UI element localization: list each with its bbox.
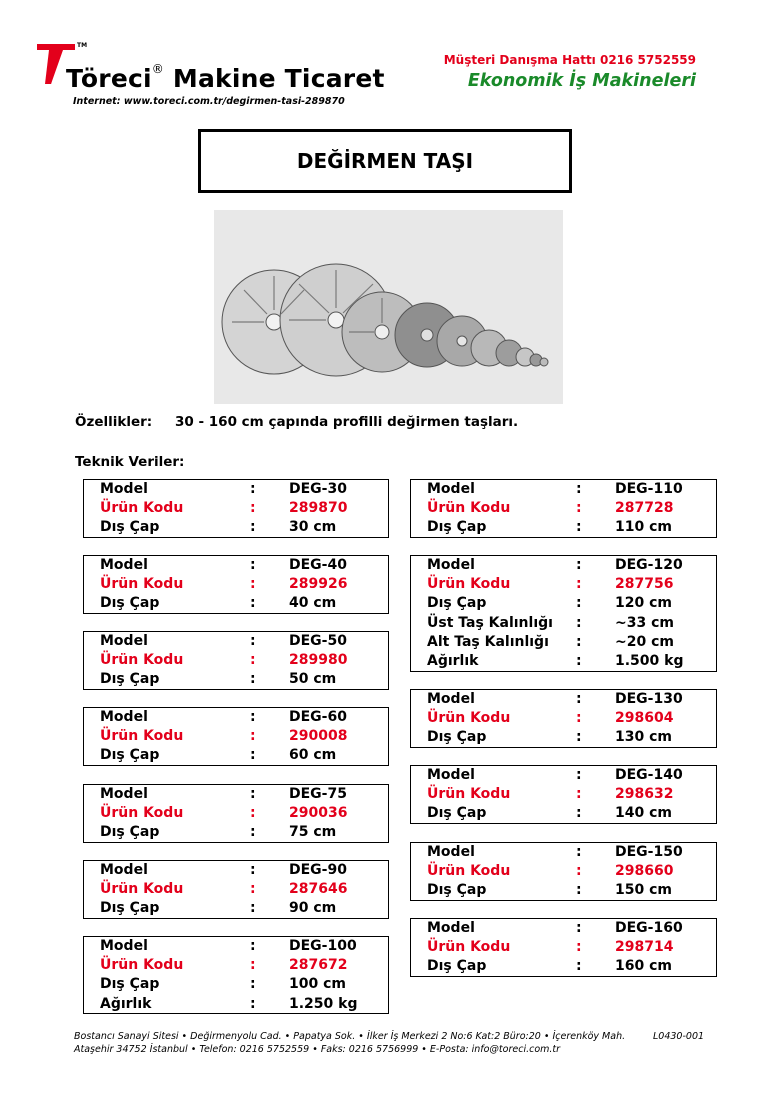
separator-colon: : (576, 844, 582, 860)
spec-label: Alt Taş Kalınlığı (427, 633, 549, 650)
spec-label: Ürün Kodu (100, 881, 184, 898)
spec-row (92, 727, 388, 746)
spec-row (92, 995, 388, 1014)
spec-box-deg-130 (410, 689, 717, 748)
spec-row (92, 594, 388, 613)
separator-colon: : (250, 709, 256, 725)
spec-value: DEG-120 (615, 557, 683, 573)
spec-label: Model (100, 557, 148, 573)
spec-value: 298714 (615, 939, 674, 956)
separator-colon: : (250, 728, 256, 745)
separator-colon: : (250, 557, 256, 573)
separator-colon: : (576, 633, 582, 650)
spec-row (419, 614, 716, 633)
spec-row (92, 518, 388, 537)
slogan: Ekonomik İş Makineleri (467, 71, 696, 91)
spec-label: Model (427, 767, 475, 783)
spec-row (92, 632, 388, 651)
spec-value: 298604 (615, 710, 674, 727)
spec-box-deg-160 (410, 918, 717, 977)
spec-label: Ürün Kodu (100, 957, 184, 974)
spec-value: DEG-30 (289, 481, 347, 497)
spec-value: 60 cm (289, 747, 337, 764)
spec-value: 287728 (615, 500, 674, 517)
separator-colon: : (576, 920, 582, 936)
spec-label: Dış Çap (427, 958, 487, 975)
spec-row (419, 594, 716, 613)
spec-label: Ürün Kodu (427, 500, 511, 517)
spec-box-deg-30 (83, 479, 389, 538)
spec-value: 289980 (289, 652, 348, 669)
spec-value: 287672 (289, 957, 348, 974)
spec-row (92, 804, 388, 823)
separator-colon: : (576, 614, 582, 631)
spec-label: Dış Çap (100, 595, 160, 612)
spec-row (419, 690, 716, 709)
spec-value: 160 cm (615, 958, 672, 975)
spec-label: Dış Çap (100, 747, 160, 764)
spec-value: 130 cm (615, 729, 672, 746)
spec-value: 110 cm (615, 519, 672, 536)
spec-value: 75 cm (289, 824, 337, 841)
spec-label: Dış Çap (427, 595, 487, 612)
spec-row (92, 823, 388, 842)
trademark-mark: TM (77, 42, 88, 49)
spec-row (419, 938, 716, 957)
spec-box-deg-40 (83, 555, 389, 614)
features (75, 414, 519, 430)
spec-row (92, 937, 388, 956)
spec-row (419, 785, 716, 804)
spec-row (92, 899, 388, 918)
separator-colon: : (576, 882, 582, 899)
separator-colon: : (250, 633, 256, 649)
separator-colon: : (576, 595, 582, 612)
spec-row (419, 709, 716, 728)
spec-row (92, 480, 388, 499)
spec-value: DEG-90 (289, 862, 347, 878)
spec-value: 100 cm (289, 976, 346, 993)
spec-label: Ağırlık (427, 652, 479, 669)
spec-label: Model (100, 862, 148, 878)
spec-row (419, 804, 716, 823)
spec-label: Ürün Kodu (427, 863, 511, 880)
separator-colon: : (250, 481, 256, 497)
spec-label: Model (427, 844, 475, 860)
spec-label: Ürün Kodu (100, 576, 184, 593)
spec-label: Model (100, 938, 148, 954)
spec-value: 287756 (615, 576, 674, 593)
spec-value: DEG-140 (615, 767, 683, 783)
spec-label: Dış Çap (100, 671, 160, 688)
spec-label: Ağırlık (100, 995, 152, 1012)
spec-row (92, 785, 388, 804)
millstones-photo (214, 210, 563, 404)
spec-value: ~20 cm (615, 633, 674, 650)
separator-colon: : (576, 557, 582, 573)
spec-row (92, 975, 388, 994)
separator-colon: : (250, 786, 256, 802)
spec-row (419, 518, 716, 537)
separator-colon: : (576, 576, 582, 593)
spec-row (419, 652, 716, 671)
spec-label: Model (100, 481, 148, 497)
spec-value: DEG-60 (289, 709, 347, 725)
separator-colon: : (576, 500, 582, 517)
separator-colon: : (250, 995, 256, 1012)
spec-box-deg-100 (83, 936, 389, 1014)
spec-row (419, 843, 716, 862)
spec-label: Model (100, 786, 148, 802)
spec-row (419, 728, 716, 747)
spec-row (92, 575, 388, 594)
spec-value: 30 cm (289, 519, 337, 536)
spec-label: Ürün Kodu (427, 576, 511, 593)
spec-label: Ürün Kodu (100, 728, 184, 745)
separator-colon: : (576, 939, 582, 956)
spec-label: Dış Çap (427, 882, 487, 899)
spec-label: Model (427, 691, 475, 707)
spec-value: DEG-130 (615, 691, 683, 707)
spec-label: Ürün Kodu (100, 652, 184, 669)
spec-box-deg-50 (83, 631, 389, 690)
spec-label: Ürün Kodu (427, 786, 511, 803)
separator-colon: : (250, 805, 256, 822)
separator-colon: : (250, 862, 256, 878)
spec-label: Ürün Kodu (427, 939, 511, 956)
footer-address-line-2: Ataşehir 34752 İstanbul • Telefon: 0216 5752559 • Faks: 0216 5756999 • E-Posta: info@toreci.com.tr (74, 1044, 561, 1055)
spec-label: Model (427, 481, 475, 497)
spec-label: Dış Çap (427, 729, 487, 746)
spec-label: Model (100, 633, 148, 649)
spec-value: DEG-75 (289, 786, 347, 802)
separator-colon: : (576, 863, 582, 880)
separator-colon: : (576, 481, 582, 497)
spec-label: Ürün Kodu (100, 805, 184, 822)
spec-label: Dış Çap (427, 519, 487, 536)
separator-colon: : (250, 824, 256, 841)
spec-value: 40 cm (289, 595, 337, 612)
spec-box-deg-90 (83, 860, 389, 919)
spec-value: 140 cm (615, 805, 672, 822)
spec-value: DEG-100 (289, 938, 357, 954)
spec-value: 290008 (289, 728, 348, 745)
spec-value: 1.250 kg (289, 995, 358, 1012)
separator-colon: : (250, 938, 256, 954)
spec-row (419, 556, 716, 575)
spec-row (419, 633, 716, 652)
website-url: Internet: www.toreci.com.tr/degirmen-tasi-289870 (73, 96, 345, 107)
spec-value: DEG-50 (289, 633, 347, 649)
spec-value: DEG-160 (615, 920, 683, 936)
spec-row (419, 862, 716, 881)
spec-label: Dış Çap (100, 900, 160, 917)
technical-data-label: Teknik Veriler: (75, 454, 185, 470)
separator-colon: : (250, 900, 256, 917)
spec-row (419, 499, 716, 518)
separator-colon: : (250, 652, 256, 669)
separator-colon: : (576, 710, 582, 727)
spec-label: Ürün Kodu (427, 710, 511, 727)
document-code: L0430-001 (653, 1031, 705, 1042)
spec-label: Model (427, 920, 475, 936)
spec-row (92, 956, 388, 975)
spec-value: 90 cm (289, 900, 337, 917)
separator-colon: : (250, 500, 256, 517)
footer-address-line-1: Bostancı Sanayi Sitesi • Değirmenyolu Cad. • Papatya Sok. • İlker İş Merkezi 2 No:6 Kat:2 Büro:20 • İçerenköy Mah. (74, 1031, 626, 1042)
separator-colon: : (250, 881, 256, 898)
spec-value: 298660 (615, 863, 674, 880)
spec-row (419, 766, 716, 785)
spec-row (92, 651, 388, 670)
separator-colon: : (250, 519, 256, 536)
separator-colon: : (576, 729, 582, 746)
separator-colon: : (576, 519, 582, 536)
spec-box-deg-75 (83, 784, 389, 843)
spec-label: Model (427, 557, 475, 573)
separator-colon: : (250, 671, 256, 688)
spec-row (92, 556, 388, 575)
spec-box-deg-60 (83, 707, 389, 766)
spec-label: Dış Çap (427, 805, 487, 822)
spec-value: 290036 (289, 805, 348, 822)
spec-row (92, 746, 388, 765)
separator-colon: : (250, 957, 256, 974)
separator-colon: : (576, 691, 582, 707)
spec-row (92, 880, 388, 899)
spec-row (419, 480, 716, 499)
spec-value: ~33 cm (615, 614, 674, 631)
spec-box-deg-150 (410, 842, 717, 901)
spec-row (419, 575, 716, 594)
spec-box-deg-140 (410, 765, 717, 824)
spec-label: Dış Çap (100, 519, 160, 536)
separator-colon: : (576, 786, 582, 803)
separator-colon: : (576, 805, 582, 822)
spec-label: Dış Çap (100, 976, 160, 993)
separator-colon: : (250, 747, 256, 764)
spec-box-deg-120 (410, 555, 717, 672)
separator-colon: : (576, 958, 582, 975)
spec-value: 120 cm (615, 595, 672, 612)
separator-colon: : (576, 652, 582, 669)
spec-row (419, 919, 716, 938)
separator-colon: : (250, 576, 256, 593)
spec-label: Model (100, 709, 148, 725)
spec-label: Üst Taş Kalınlığı (427, 614, 553, 631)
spec-value: 298632 (615, 786, 674, 803)
spec-box-deg-110 (410, 479, 717, 538)
spec-value: 1.500 kg (615, 652, 684, 669)
spec-label: Dış Çap (100, 824, 160, 841)
spec-row (419, 957, 716, 976)
spec-value: 289926 (289, 576, 348, 593)
spec-row (92, 499, 388, 518)
spec-value: 150 cm (615, 882, 672, 899)
spec-value: 289870 (289, 500, 348, 517)
separator-colon: : (250, 595, 256, 612)
customer-hotline: Müşteri Danışma Hattı 0216 5752559 (443, 53, 696, 67)
page-title: DEĞİRMEN TAŞI (198, 129, 572, 193)
spec-row (419, 881, 716, 900)
spec-value: 50 cm (289, 671, 337, 688)
spec-value: DEG-150 (615, 844, 683, 860)
spec-label: Ürün Kodu (100, 500, 184, 517)
spec-value: DEG-40 (289, 557, 347, 573)
features-label: Özellikler: (75, 414, 153, 430)
separator-colon: : (576, 767, 582, 783)
brand-name: Töreci® Makine Ticaret (66, 62, 385, 93)
separator-colon: : (250, 976, 256, 993)
spec-value: DEG-110 (615, 481, 683, 497)
spec-value: 287646 (289, 881, 348, 898)
features-value: 30 - 160 cm çapında profilli değirmen taşları. (175, 414, 519, 430)
spec-row (92, 861, 388, 880)
spec-row (92, 670, 388, 689)
spec-row (92, 708, 388, 727)
